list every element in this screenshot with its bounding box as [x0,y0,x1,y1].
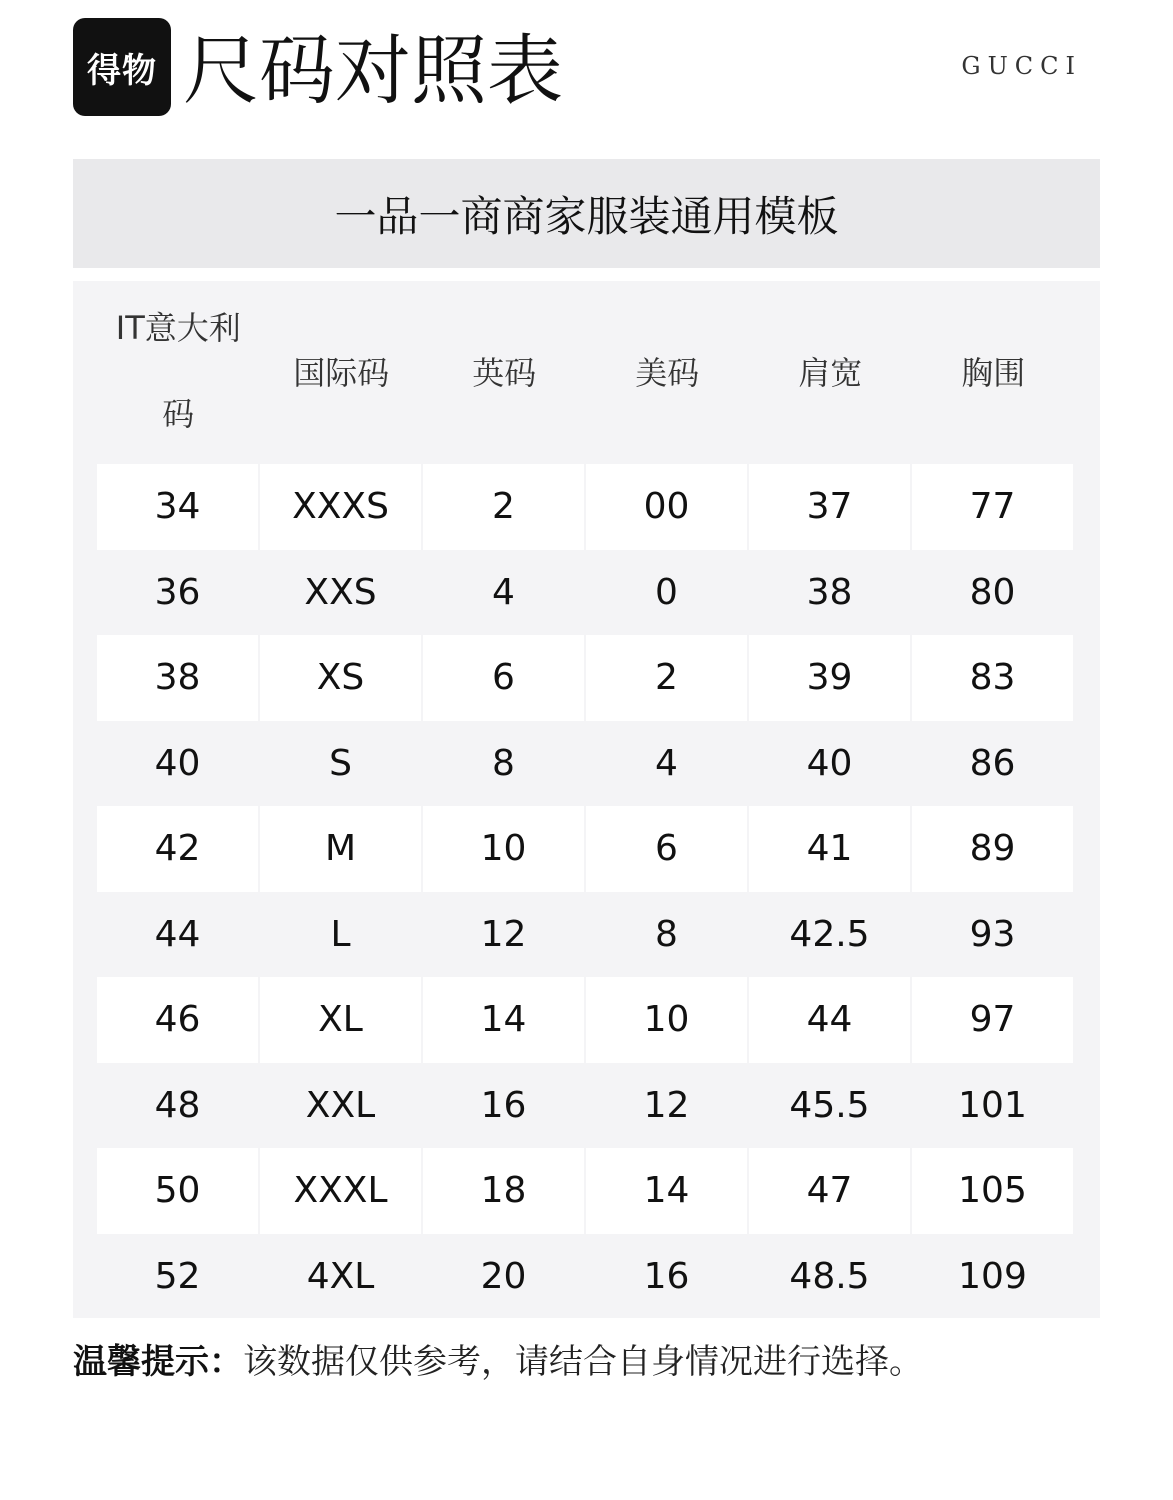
cell-chest: 80 [969,571,1016,613]
cell-us-size: 4 [655,742,678,784]
cell-us-size: 00 [586,464,747,550]
cell-us-size: 16 [643,1255,690,1297]
footer-label: 温馨提示： [73,1342,243,1382]
header-it-size-line1: IT意大利 [115,309,241,347]
header-chest: 胸围 [961,354,1026,392]
cell-shoulder-width: 37 [749,464,910,550]
cell-it-size: 46 [97,977,258,1063]
cell-chest: 83 [912,635,1073,721]
cell-it-size: 44 [154,913,201,955]
cell-chest: 105 [912,1148,1073,1234]
brand-logo: GUCCI [961,52,1082,80]
cell-chest: 86 [969,742,1016,784]
cell-uk-size: 16 [480,1084,527,1126]
header-us-size: 美码 [635,354,700,392]
cell-chest: 93 [969,913,1016,955]
page-title: 尺码对照表 [183,26,563,115]
cell-us-size: 12 [643,1084,690,1126]
cell-shoulder-width: 38 [806,571,853,613]
cell-it-size: 52 [154,1255,201,1297]
dewu-logo: 得物 [73,18,171,116]
cell-us-size: 6 [586,806,747,892]
cell-it-size: 50 [97,1148,258,1234]
cell-chest: 109 [958,1255,1027,1297]
cell-shoulder-width: 40 [806,742,853,784]
size-table [73,281,1100,1318]
cell-us-size: 2 [586,635,747,721]
footer-note [73,1334,923,1383]
cell-uk-size: 6 [423,635,584,721]
table-header [97,281,1073,461]
table-body [97,464,1073,1319]
table-row [97,550,1073,636]
cell-uk-size: 18 [423,1148,584,1234]
header-international-size: 国际码 [293,354,390,392]
cell-shoulder-width: 45.5 [789,1084,870,1126]
cell-international-size: M [260,806,421,892]
cell-chest: 97 [912,977,1073,1063]
table-row [97,806,1073,892]
cell-shoulder-width: 41 [749,806,910,892]
subtitle-text: 一品一商商家服装通用模板 [334,191,839,241]
cell-shoulder-width: 48.5 [789,1255,870,1297]
cell-us-size: 10 [586,977,747,1063]
cell-international-size: XL [260,977,421,1063]
cell-international-size: XXS [304,571,377,613]
subtitle-bar [73,159,1100,268]
table-row [97,464,1073,550]
cell-uk-size: 2 [423,464,584,550]
cell-shoulder-width: 42.5 [789,913,870,955]
table-row [97,1148,1073,1234]
cell-it-size: 40 [154,742,201,784]
cell-it-size: 36 [154,571,201,613]
table-row [97,977,1073,1063]
cell-chest: 101 [958,1084,1027,1126]
table-row [97,1063,1073,1149]
cell-international-size: XS [260,635,421,721]
cell-it-size: 38 [97,635,258,721]
cell-us-size: 0 [655,571,678,613]
table-row [97,721,1073,807]
footer-text: 该数据仅供参考，请结合自身情况进行选择。 [243,1342,923,1382]
cell-it-size: 42 [97,806,258,892]
cell-us-size: 8 [655,913,678,955]
header-uk-size: 英码 [472,354,537,392]
header-shoulder-width: 肩宽 [798,354,863,392]
cell-uk-size: 14 [423,977,584,1063]
cell-international-size: XXL [305,1084,376,1126]
cell-international-size: XXXL [260,1148,421,1234]
table-row [97,1234,1073,1320]
cell-uk-size: 10 [423,806,584,892]
header [73,18,1100,118]
cell-us-size: 14 [586,1148,747,1234]
cell-uk-size: 20 [480,1255,527,1297]
cell-chest: 89 [912,806,1073,892]
cell-it-size: 34 [97,464,258,550]
cell-shoulder-width: 44 [749,977,910,1063]
cell-international-size: L [330,913,351,955]
cell-uk-size: 4 [492,571,515,613]
cell-shoulder-width: 39 [749,635,910,721]
cell-international-size: 4XL [306,1255,375,1297]
table-row [97,635,1073,721]
cell-uk-size: 8 [492,742,515,784]
header-it-size-line2: 码 [162,395,195,433]
cell-international-size: S [329,742,352,784]
table-row [97,892,1073,978]
cell-shoulder-width: 47 [749,1148,910,1234]
cell-it-size: 48 [154,1084,201,1126]
cell-chest: 77 [912,464,1073,550]
cell-international-size: XXXS [260,464,421,550]
header-it-size [97,281,260,461]
cell-uk-size: 12 [480,913,527,955]
